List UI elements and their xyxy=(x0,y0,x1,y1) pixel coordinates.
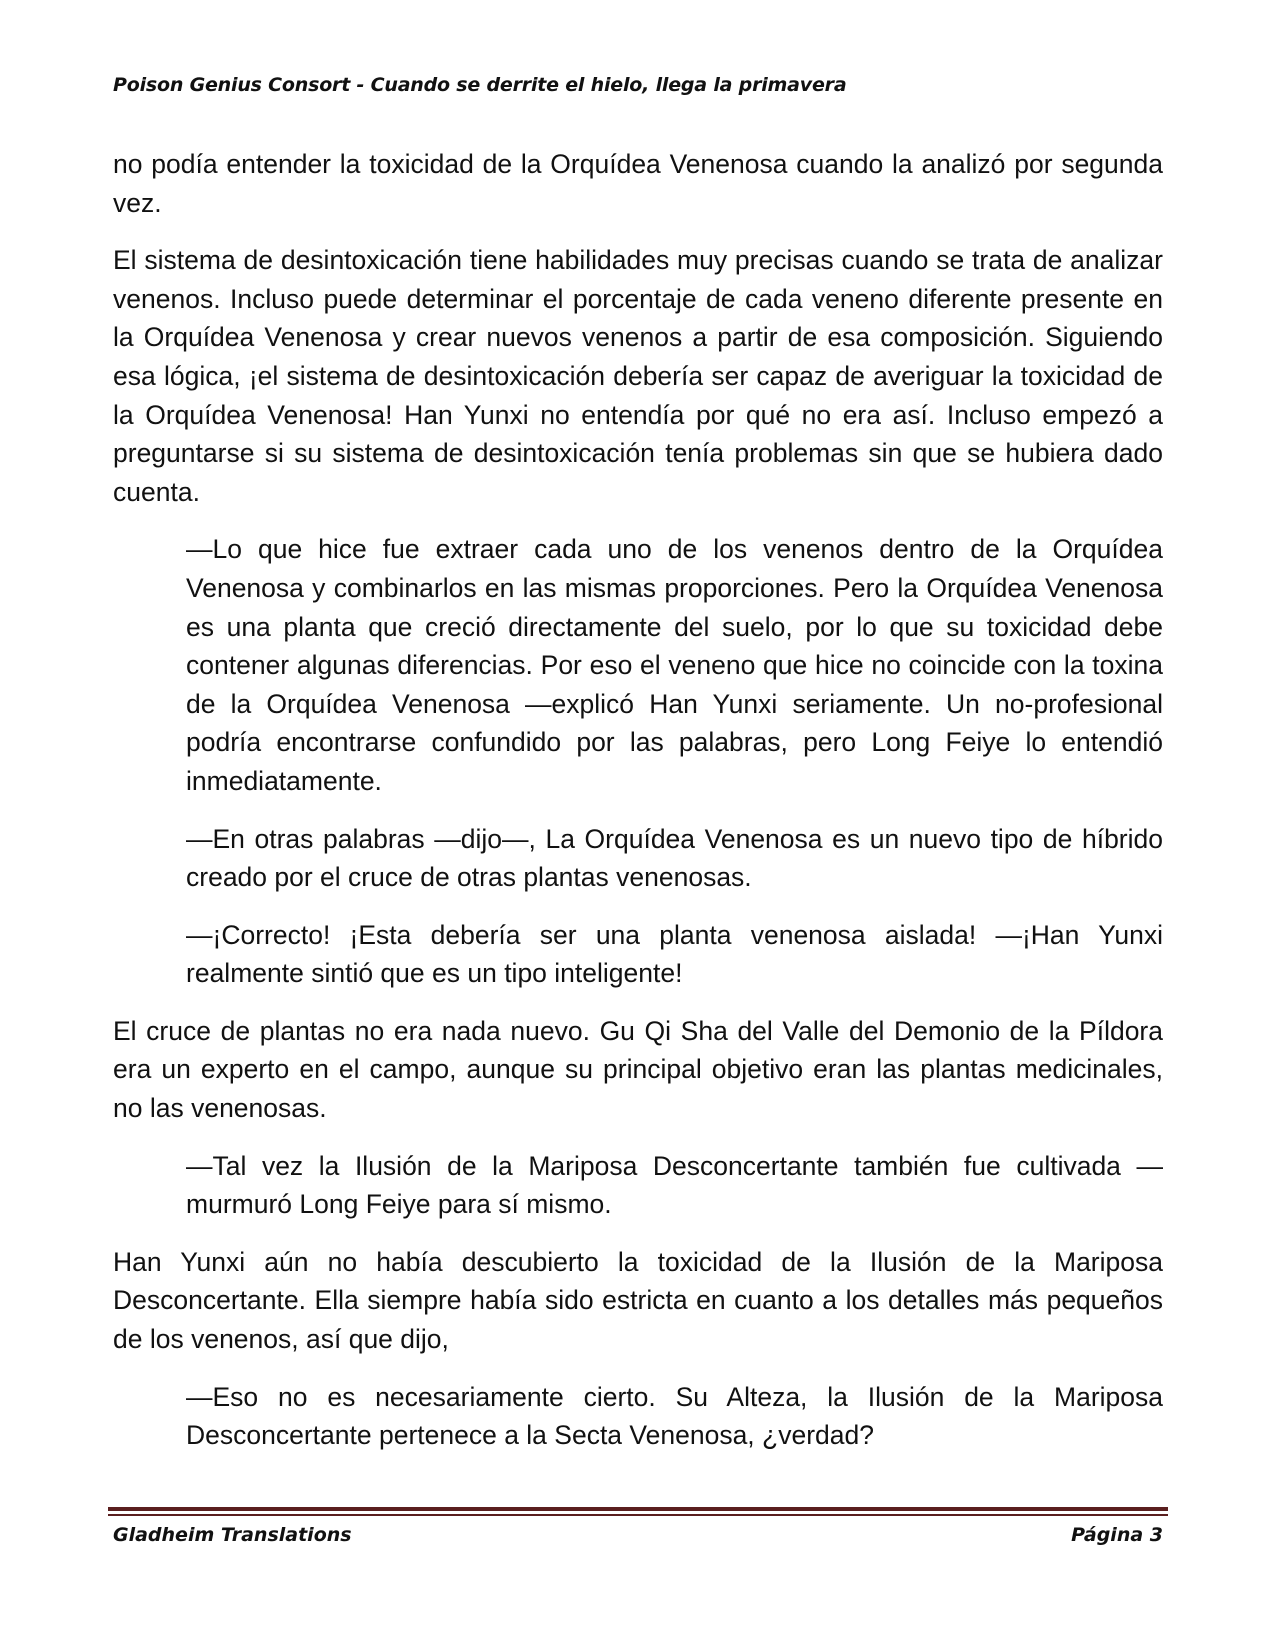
paragraph: El sistema de desintoxicación tiene habilidades muy precisas cuando se trata de analizar venenos. Incluso puede determinar el porcentaje de cada veneno diferente presente en la Orquídea Venenosa y crear nuevos venenos a partir de esa composición. Siguiendo esa lógica, ¡el sistema de desintoxicación debería ser capaz de averiguar la toxicidad de la Orquídea Venenosa! Han Yunxi no entendía por qué no era así. Incluso empezó a preguntarse si su sistema de desintoxicación tenía problemas sin que se hubiera dado cuenta. xyxy=(113,245,1163,507)
paragraph: no podía entender la toxicidad de la Orquídea Venenosa cuando la analizó por segunda vez. xyxy=(113,149,1163,218)
running-header: Poison Genius Consort - Cuando se derrite el hielo, llega la primavera xyxy=(113,74,847,96)
dialogue-paragraph: —Tal vez la Ilusión de la Mariposa Desconcertante también fue cultivada —murmuró Long Feiye para sí mismo. xyxy=(186,1150,1163,1220)
footer-rule-thin xyxy=(108,1514,1168,1516)
dialogue-paragraph: —Eso no es necesariamente cierto. Su Alteza, la Ilusión de la Mariposa Desconcertante pertenece a la Secta Venenosa, ¿verdad? xyxy=(186,1381,1163,1451)
body-text xyxy=(113,145,1163,1474)
paragraph: Han Yunxi aún no había descubierto la toxicidad de la Ilusión de la Mariposa Desconcertante. Ella siempre había sido estricta en cuanto a los detalles más pequeños de los venenos, así que dijo, xyxy=(113,1246,1163,1355)
page-number: Página 3 xyxy=(1071,1524,1163,1546)
paragraph: El cruce de plantas no era nada nuevo. Gu Qi Sha del Valle del Demonio de la Píldora era un experto en el campo, aunque su principal objetivo eran las plantas medicinales, no las venenosas. xyxy=(113,1015,1163,1124)
dialogue-paragraph: —En otras palabras —dijo—, La Orquídea Venenosa es un nuevo tipo de híbrido creado por el cruce de otras plantas venenosas. xyxy=(186,823,1163,893)
dialogue-paragraph: —Lo que hice fue extraer cada uno de los venenos dentro de la Orquídea Venenosa y combinarlos en las mismas proporciones. Pero la Orquídea Venenosa es una planta que creció directamente del suelo, por lo que su toxicidad debe contener algunas diferencias. Por eso el veneno que hice no coincide con la toxina de la Orquídea Venenosa —explicó Han Yunxi seriamente. Un no-profesional podría encontrarse confundido por las palabras, pero Long Feiye lo entendió inmediatamente. xyxy=(186,534,1163,796)
dialogue-paragraph: —¡Correcto! ¡Esta debería ser una planta venenosa aislada! —¡Han Yunxi realmente sintió que es un tipo inteligente! xyxy=(186,919,1163,989)
footer-rule-thick xyxy=(108,1507,1168,1511)
footer-credit: Gladheim Translations xyxy=(113,1524,352,1546)
